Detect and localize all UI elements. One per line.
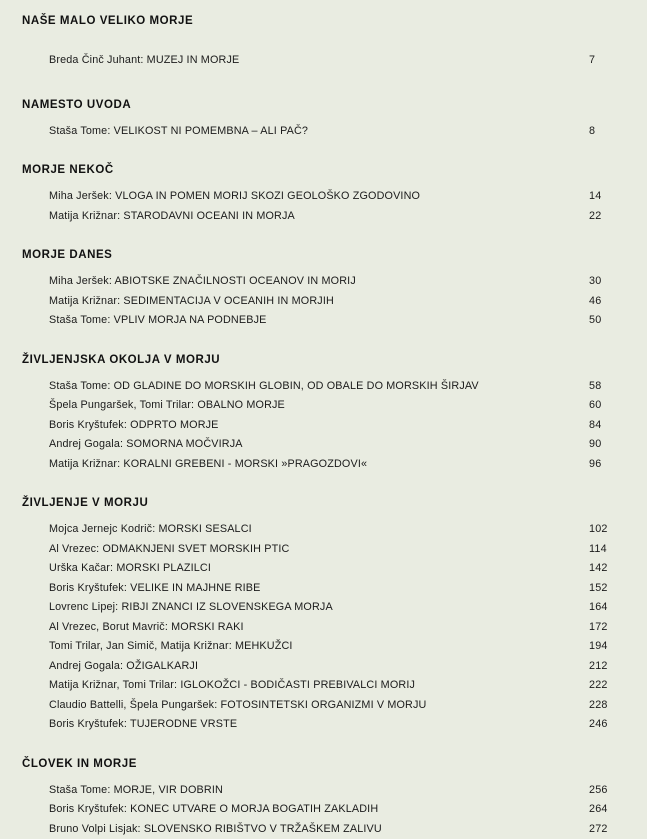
section-entries xyxy=(22,51,625,71)
spacer xyxy=(22,772,625,781)
toc-section-morje-danes xyxy=(22,248,625,331)
toc-entry[interactable] xyxy=(22,715,625,735)
toc-section-zivljenje-v-morju xyxy=(22,496,625,735)
toc-entry[interactable] xyxy=(22,637,625,657)
section-entries xyxy=(22,781,625,839)
toc-entry[interactable] xyxy=(22,820,625,839)
spacer xyxy=(22,29,625,51)
toc-entry[interactable] xyxy=(22,676,625,696)
toc-entry-page: 60 xyxy=(587,396,625,416)
toc-entry-page: 84 xyxy=(587,416,625,436)
toc-entry-page: 50 xyxy=(587,311,625,331)
toc-entry-page: 246 xyxy=(587,715,625,735)
toc-entry-title: Tomi Trilar, Jan Simič, Matija Križnar: MEHKUŽCI xyxy=(22,637,293,657)
toc-section-naslov xyxy=(22,14,625,71)
toc-entry-page: 90 xyxy=(587,435,625,455)
toc-entry-page: 14 xyxy=(587,187,625,207)
toc-entry-title: Bruno Volpi Lisjak: SLOVENSKO RIBIŠTVO V TRŽAŠKEM ZALIVU xyxy=(22,820,382,839)
toc-entry[interactable] xyxy=(22,540,625,560)
toc-entry-title: Boris Kryštufek: ODPRTO MORJE xyxy=(22,416,219,436)
section-heading: NAŠE MALO VELIKO MORJE xyxy=(22,14,625,29)
toc-entry-title: Staša Tome: OD GLADINE DO MORSKIH GLOBIN, OD OBALE DO MORSKIH ŠIRJAV xyxy=(22,377,479,397)
table-of-contents xyxy=(22,14,625,839)
toc-entry[interactable] xyxy=(22,598,625,618)
toc-entry[interactable] xyxy=(22,396,625,416)
toc-entry-title: Andrej Gogala: OŽIGALKARJI xyxy=(22,657,198,677)
toc-entry-page: 58 xyxy=(587,377,625,397)
toc-entry-title: Staša Tome: MORJE, VIR DOBRIN xyxy=(22,781,223,801)
toc-entry-title: Boris Kryštufek: TUJERODNE VRSTE xyxy=(22,715,237,735)
toc-entry-page: 172 xyxy=(587,618,625,638)
section-entries xyxy=(22,122,625,142)
toc-entry-page: 228 xyxy=(587,696,625,716)
toc-entry-page: 22 xyxy=(587,207,625,227)
toc-entry[interactable] xyxy=(22,559,625,579)
toc-entry[interactable] xyxy=(22,618,625,638)
toc-entry-page: 212 xyxy=(587,657,625,677)
spacer xyxy=(22,226,625,248)
toc-entry-title: Breda Činč Juhant: MUZEJ IN MORJE xyxy=(22,51,239,71)
toc-entry-title: Staša Tome: VELIKOST NI POMEMBNA – ALI PAČ? xyxy=(22,122,308,142)
section-entries xyxy=(22,520,625,735)
toc-entry-page: 256 xyxy=(587,781,625,801)
toc-entry[interactable] xyxy=(22,435,625,455)
toc-section-morje-nekoc xyxy=(22,163,625,226)
section-heading: MORJE NEKOČ xyxy=(22,163,625,178)
toc-entry-title: Matija Križnar: KORALNI GREBENI - MORSKI »PRAGOZDOVI« xyxy=(22,455,367,475)
spacer xyxy=(22,735,625,757)
toc-entry[interactable] xyxy=(22,311,625,331)
spacer xyxy=(22,178,625,187)
toc-entry-page: 102 xyxy=(587,520,625,540)
toc-entry-title: Al Vrezec, Borut Mavrič: MORSKI RAKI xyxy=(22,618,244,638)
spacer xyxy=(22,71,625,98)
toc-entry-title: Staša Tome: VPLIV MORJA NA PODNEBJE xyxy=(22,311,266,331)
toc-section-namesto-uvoda xyxy=(22,98,625,142)
toc-entry-title: Al Vrezec: ODMAKNJENI SVET MORSKIH PTIC xyxy=(22,540,289,560)
toc-entry[interactable] xyxy=(22,520,625,540)
toc-entry[interactable] xyxy=(22,51,625,71)
toc-entry-title: Matija Križnar: STARODAVNI OCEANI IN MORJA xyxy=(22,207,295,227)
toc-entry-page: 272 xyxy=(587,820,625,839)
spacer xyxy=(22,368,625,377)
toc-entry-title: Andrej Gogala: SOMORNA MOČVIRJA xyxy=(22,435,243,455)
section-entries xyxy=(22,272,625,331)
toc-entry-title: Lovrenc Lipej: RIBJI ZNANCI IZ SLOVENSKEGA MORJA xyxy=(22,598,333,618)
section-entries xyxy=(22,377,625,475)
section-heading: MORJE DANES xyxy=(22,248,625,263)
toc-entry-page: 96 xyxy=(587,455,625,475)
spacer xyxy=(22,511,625,520)
toc-entry-page: 194 xyxy=(587,637,625,657)
toc-entry-title: Claudio Battelli, Špela Pungaršek: FOTOSINTETSKI ORGANIZMI V MORJU xyxy=(22,696,427,716)
spacer xyxy=(22,113,625,122)
toc-entry-title: Miha Jeršek: VLOGA IN POMEN MORIJ SKOZI GEOLOŠKO ZGODOVINO xyxy=(22,187,420,207)
spacer xyxy=(22,331,625,353)
section-entries xyxy=(22,187,625,226)
toc-entry-page: 222 xyxy=(587,676,625,696)
toc-entry-title: Urška Kačar: MORSKI PLAZILCI xyxy=(22,559,211,579)
spacer xyxy=(22,474,625,496)
spacer xyxy=(22,141,625,163)
toc-entry-page: 264 xyxy=(587,800,625,820)
toc-entry-page: 46 xyxy=(587,292,625,312)
toc-entry[interactable] xyxy=(22,207,625,227)
section-heading: ŽIVLJENJSKA OKOLJA V MORJU xyxy=(22,353,625,368)
section-heading: ŽIVLJENJE V MORJU xyxy=(22,496,625,511)
toc-entry[interactable] xyxy=(22,657,625,677)
toc-entry-title: Špela Pungaršek, Tomi Trilar: OBALNO MORJE xyxy=(22,396,285,416)
toc-entry-page: 152 xyxy=(587,579,625,599)
toc-entry-title: Matija Križnar, Tomi Trilar: IGLOKOŽCI - BODIČASTI PREBIVALCI MORIJ xyxy=(22,676,415,696)
toc-entry-title: Boris Kryštufek: KONEC UTVARE O MORJA BOGATIH ZAKLADIH xyxy=(22,800,378,820)
toc-entry[interactable] xyxy=(22,781,625,801)
toc-entry-title: Matija Križnar: SEDIMENTACIJA V OCEANIH IN MORJIH xyxy=(22,292,334,312)
toc-entry-title: Miha Jeršek: ABIOTSKE ZNAČILNOSTI OCEANOV IN MORIJ xyxy=(22,272,356,292)
toc-entry[interactable] xyxy=(22,416,625,436)
toc-entry-page: 8 xyxy=(587,122,625,142)
section-heading: NAMESTO UVODA xyxy=(22,98,625,113)
toc-entry[interactable] xyxy=(22,800,625,820)
spacer xyxy=(22,263,625,272)
toc-entry[interactable] xyxy=(22,292,625,312)
toc-entry-page: 30 xyxy=(587,272,625,292)
section-heading: ČLOVEK IN MORJE xyxy=(22,757,625,772)
toc-section-zivljenjska-okolja xyxy=(22,353,625,475)
toc-entry[interactable] xyxy=(22,579,625,599)
toc-entry[interactable] xyxy=(22,455,625,475)
toc-entry[interactable] xyxy=(22,696,625,716)
toc-section-clovek-in-morje xyxy=(22,757,625,839)
toc-entry-page: 142 xyxy=(587,559,625,579)
toc-entry-title: Boris Kryštufek: VELIKE IN MAJHNE RIBE xyxy=(22,579,261,599)
toc-entry-page: 164 xyxy=(587,598,625,618)
toc-entry-page: 114 xyxy=(587,540,625,560)
toc-entry-page: 7 xyxy=(587,51,625,71)
toc-entry[interactable] xyxy=(22,377,625,397)
toc-entry[interactable] xyxy=(22,272,625,292)
toc-entry[interactable] xyxy=(22,122,625,142)
toc-entry-title: Mojca Jernejc Kodrič: MORSKI SESALCI xyxy=(22,520,252,540)
toc-entry[interactable] xyxy=(22,187,625,207)
